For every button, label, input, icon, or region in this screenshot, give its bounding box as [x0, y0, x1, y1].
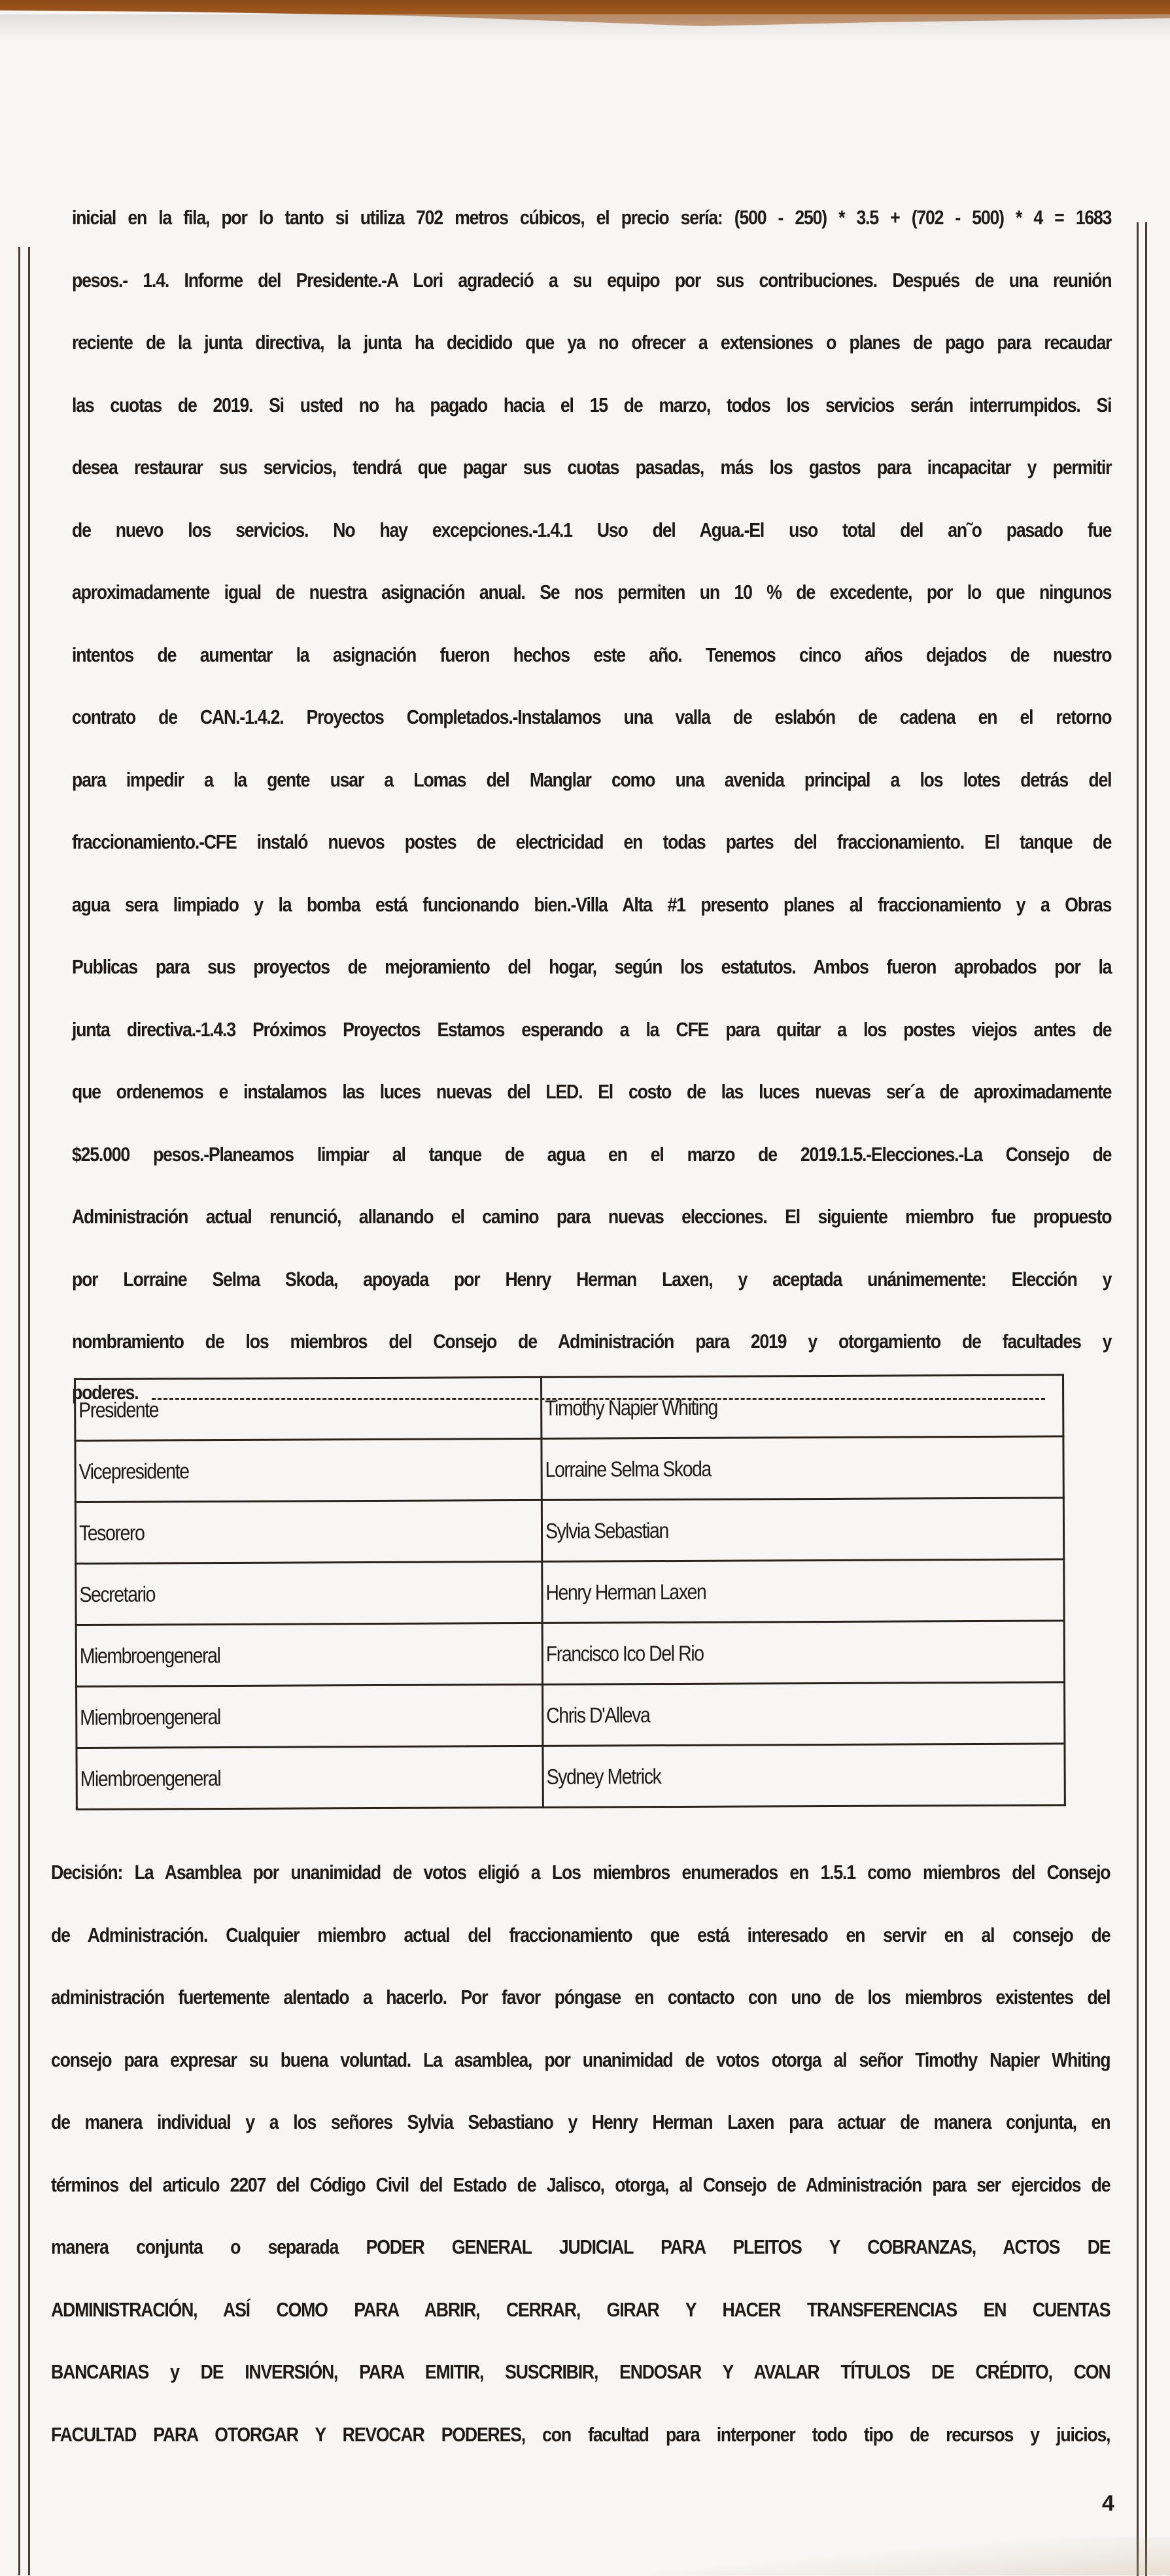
role-text: Secretario: [79, 1581, 156, 1606]
table-row: [75, 1375, 1063, 1441]
text-line: Administración actual renunció, allanando el camino para nuevas elecciones. El siguiente miembro fue propuesto: [72, 1205, 1112, 1228]
role-text: Miembroengeneral: [80, 1704, 220, 1729]
name-cell: [542, 1559, 1064, 1623]
table-row: [75, 1436, 1063, 1502]
text-line: términos del articulo 2207 del Código Civil del Estado de Jalisco, otorga, al Consejo de Administración para ser ejercidos de: [51, 2173, 1110, 2196]
role-text: Vicepresidente: [78, 1458, 189, 1483]
role-cell: [77, 1746, 543, 1809]
role-cell: [75, 1438, 542, 1502]
name-cell: [543, 1744, 1065, 1807]
table-row: [77, 1744, 1065, 1810]
text-line: reciente de la junta directiva, la junta ha decidido que ya no ofrecer a extensiones o planes de pago para recaudar: [72, 331, 1112, 354]
text-line: por Lorraine Selma Skoda, apoyada por Henry Herman Laxen, y aceptada unánimemente: Elección y: [72, 1267, 1112, 1291]
text-line: ADMINISTRACIÓN, ASÍ COMO PARA ABRIR, CERRAR, GIRAR Y HACER TRANSFERENCIAS EN CUENTAS: [51, 2297, 1110, 2321]
table-row: [76, 1621, 1064, 1687]
text-line: desea restaurar sus servicios, tendrá que pagar sus cuotas pasadas, más los gastos para incapacitar y permitir: [72, 456, 1112, 479]
role-cell: [75, 1500, 542, 1563]
text-line: $25.000 pesos.-Planeamos limpiar al tanque de agua en el marzo de 2019.1.5.-Elecciones.-La Consejo de: [72, 1142, 1112, 1166]
role-text: Miembroengeneral: [79, 1642, 220, 1668]
text-line: para impedir a la gente usar a Lomas del Manglar como una avenida principal a los lotes detrás del: [72, 768, 1112, 791]
name-text: Lorraine Selma Skoda: [545, 1456, 711, 1482]
name-text: Chris D'Alleva: [546, 1702, 650, 1727]
name-cell: [542, 1436, 1063, 1500]
poderes-label: poderes.: [72, 1380, 139, 1404]
name-text: Sylvia Sebastian: [545, 1517, 668, 1543]
text-line: BANCARIAS y DE INVERSIÓN, PARA EMITIR, SUSCRIBIR, ENDOSAR Y AVALAR TÍTULOS DE CRÉDITO, CON: [51, 2360, 1110, 2383]
paragraph-report: [72, 186, 1112, 1412]
name-text: Henry Herman Laxen: [545, 1579, 706, 1604]
text-line: FACULTAD PARA OTORGAR Y REVOCAR PODERES, con facultad para interponer todo tipo de recursos y juicios,: [51, 2422, 1110, 2446]
name-cell: [543, 1682, 1065, 1746]
text-line: agua sera limpiado y la bomba está funcionando bien.-Villa Alta #1 presento planes al fraccionamiento y a Obras: [72, 892, 1112, 916]
bleed-through-text: [0, 14, 1170, 41]
right-margin-rule: [1145, 222, 1147, 2576]
role-text: Presidente: [78, 1397, 159, 1422]
text-line: las cuotas de 2019. Si usted no ha pagado hacia el 15 de marzo, todos los servicios serán interrumpidos. Si: [72, 393, 1112, 416]
text-line: junta directiva.-1.4.3 Próximos Proyectos Estamos esperando a la CFE para quitar a los postes viejos antes de: [72, 1017, 1112, 1041]
text-line: consejo para expresar su buena voluntad. La asamblea, por unanimidad de votos otorga al señor Timothy Napier Whiting: [51, 2048, 1110, 2071]
name-text: Timothy Napier Whiting: [545, 1395, 717, 1420]
name-text: Sydney Metrick: [546, 1763, 661, 1789]
table-row: [77, 1682, 1065, 1748]
right-margin-rule: [1137, 222, 1139, 2576]
name-text: Francisco Ico Del Rio: [545, 1640, 704, 1666]
officers-table: [74, 1374, 1066, 1810]
text-line: inicial en la fila, por lo tanto si utiliza 702 metros cúbicos, el precio sería: (500 - 250) * 3.5 + (702 - 500) * 4 = 1683: [72, 206, 1112, 229]
text-line: Publicas para sus proyectos de mejoramiento del hogar, según los estatutos. Ambos fueron aprobados por la: [72, 955, 1112, 978]
text-line: fraccionamiento.-CFE instaló nuevos postes de electricidad en todas partes del fraccionamiento. El tanque de: [72, 830, 1112, 853]
paragraph-decision: [51, 1841, 1110, 2466]
table-row: [76, 1559, 1064, 1625]
role-cell: [77, 1684, 543, 1748]
role-text: Tesorero: [78, 1520, 145, 1545]
role-cell: [76, 1623, 542, 1686]
text-line: Decisión: La Asamblea por unanimidad de votos eligió a Los miembros enumerados en 1.5.1 como miembros del Consejo: [51, 1861, 1110, 1884]
role-cell: [75, 1377, 542, 1440]
text-line: nombramiento de los miembros del Consejo de Administración para 2019 y otorgamiento de facultades y: [72, 1330, 1112, 1353]
page-number: 4: [1102, 2491, 1114, 2516]
text-line: aproximadamente igual de nuestra asignación anual. Se nos permiten un 10 % de excedente, por lo que ningunos: [72, 581, 1112, 603]
name-cell: [542, 1621, 1064, 1684]
text-line: de nuevo los servicios. No hay excepciones.-1.4.1 Uso del Agua.-El uso total del an˜o pasado fue: [72, 518, 1112, 541]
name-cell: [541, 1375, 1063, 1438]
text-line: que ordenemos e instalamos las luces nuevas del LED. El costo de las luces nuevas ser´a de aproximadamente: [72, 1080, 1112, 1103]
text-line: de Administración. Cualquier miembro actual del fraccionamiento que está interesado en servir en al consejo de: [51, 1923, 1110, 1946]
table-row: [75, 1498, 1063, 1564]
page-curl-shadow: [654, 2537, 1170, 2575]
text-line: de manera individual y a los señores Sylvia Sebastiano y Henry Herman Laxen para actuar de manera conjunta, en: [51, 2110, 1110, 2133]
text-line: pesos.- 1.4. Informe del Presidente.-A Lori agradeció a su equipo por sus contribuciones. Después de una reunión: [72, 268, 1112, 292]
left-margin-rule: [28, 247, 30, 2575]
text-line: contrato de CAN.-1.4.2. Proyectos Completados.-Instalamos una valla de eslabón de cadena en el retorno: [72, 705, 1112, 728]
text-line: administración fuertemente alentado a hacerlo. Por favor póngase en contacto con uno de los miembros existentes del: [51, 1986, 1110, 2008]
text-line: intentos de aumentar la asignación fueron hechos este año. Tenemos cinco años dejados de nuestro: [72, 643, 1112, 666]
left-margin-rule: [18, 247, 20, 2575]
role-cell: [76, 1561, 542, 1625]
role-text: Miembroengeneral: [80, 1765, 221, 1791]
text-line: manera conjunta o separada PODER GENERAL JUDICIAL PARA PLEITOS Y COBRANZAS, ACTOS DE: [51, 2235, 1110, 2258]
name-cell: [542, 1498, 1063, 1561]
